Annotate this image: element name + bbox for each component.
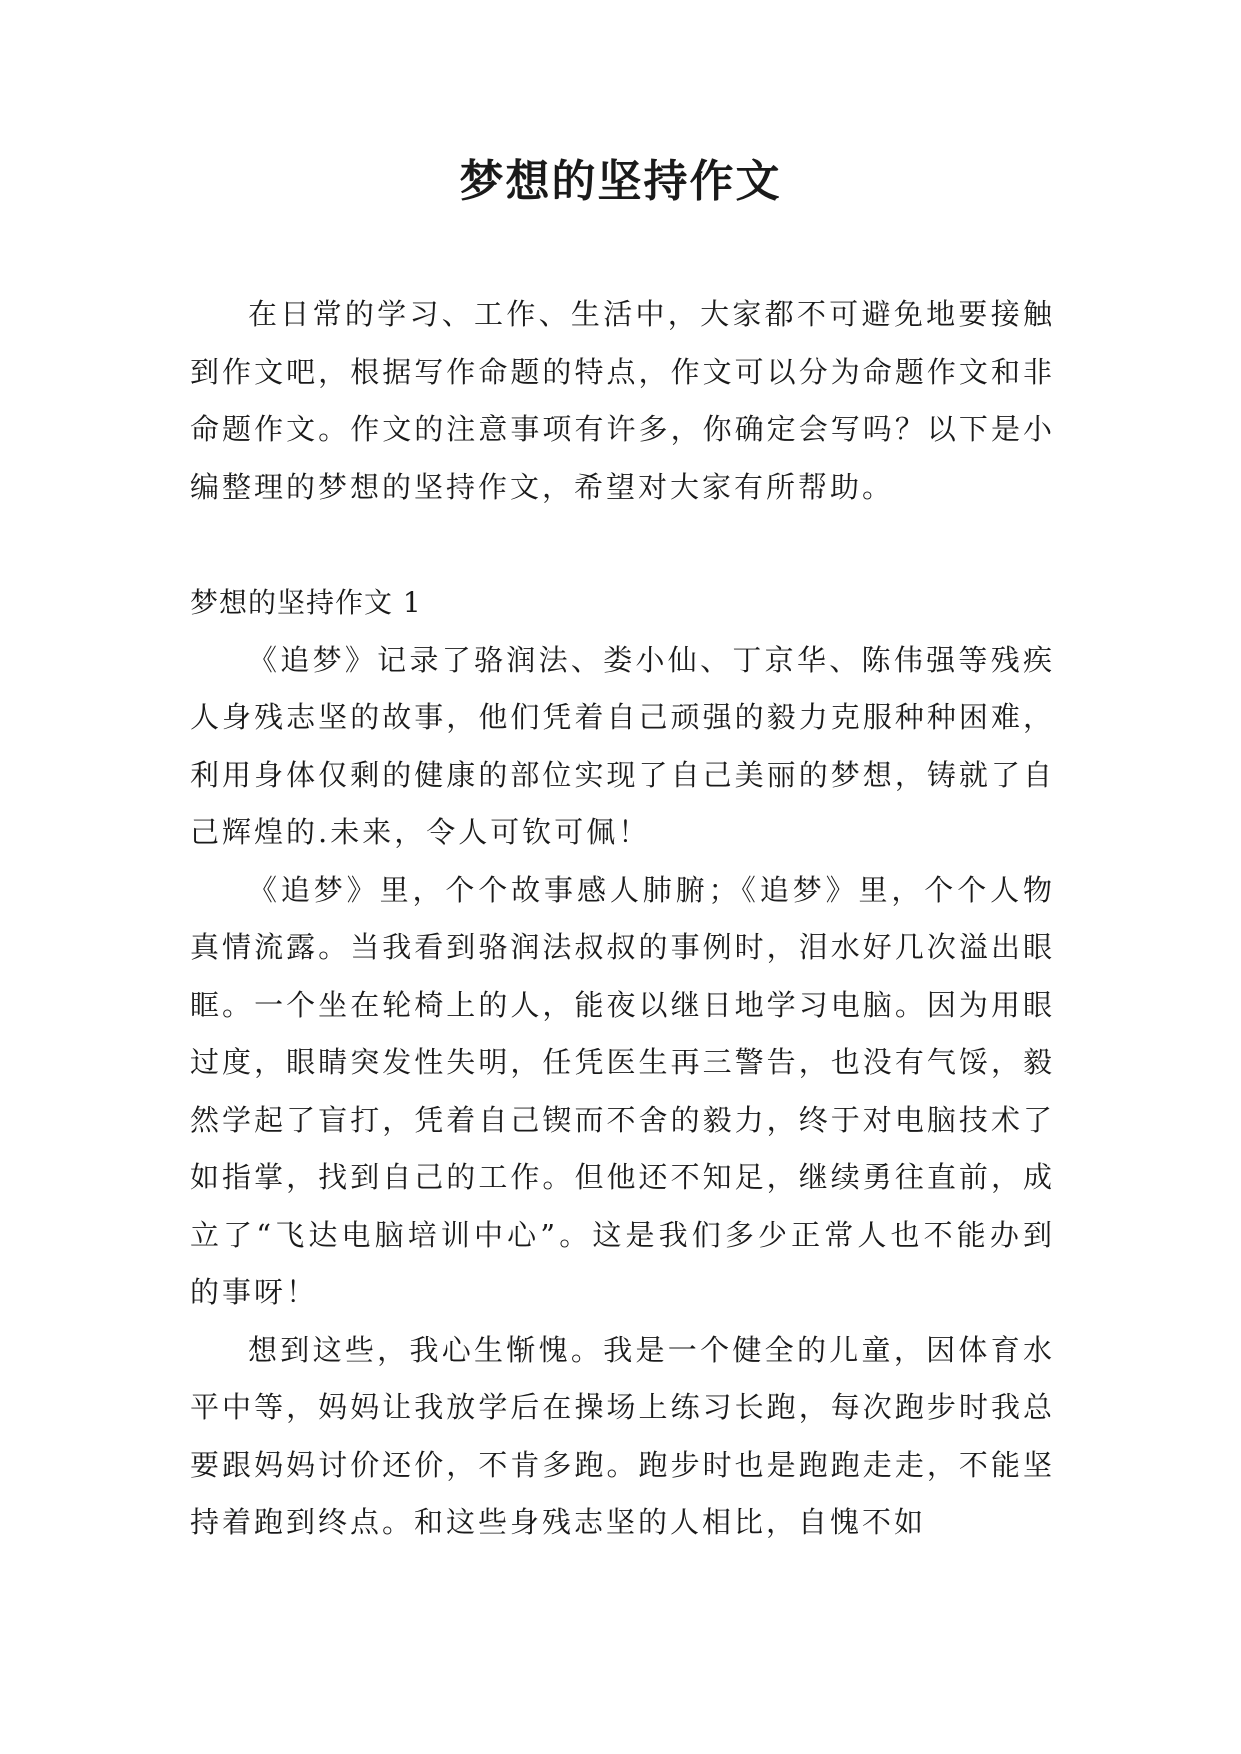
intro-paragraph: 在日常的学习、工作、生活中，大家都不可避免地要接触到作文吧，根据写作命题的特点，作文可以分为命题作文和非命题作文。作文的注意事项有许多，你确定会写吗？以下是小编整理的梦想的坚持作文，希望对大家有所帮助。 [190, 297, 1055, 504]
essay-paragraph: 《追梦》记录了骆润法、娄小仙、丁京华、陈伟强等残疾人身残志坚的故事，他们凭着自己顽强的毅力克服种种困难，利用身体仅剩的健康的部位实现了自己美丽的梦想，铸就了自己辉煌的.未来，令人可钦可佩！ [190, 642, 1055, 849]
essay-paragraph: 想到这些，我心生惭愧。我是一个健全的儿童，因体育水平中等，妈妈让我放学后在操场上练习长跑，每次跑步时我总要跟妈妈讨价还价，不肯多跑。跑步时也是跑跑走走，不能坚持着跑到终点。和这些身残志坚的人相比，自愧不如 [190, 1332, 1055, 1539]
essay-heading: 梦想的坚持作文 1 [190, 586, 422, 619]
document-title: 梦想的坚持作文 [459, 156, 782, 207]
essay-paragraph: 《追梦》里，个个故事感人肺腑；《追梦》里，个个人物真情流露。当我看到骆润法叔叔的事例时，泪水好几次溢出眼眶。一个坐在轮椅上的人，能夜以继日地学习电脑。因为用眼过度，眼睛突发性失明，任凭医生再三警告，也没有气馁，毅然学起了盲打，凭着自己锲而不舍的毅力，终于对电脑技术了如指掌，找到自己的工作。但他还不知足，继续勇往直前，成立了“飞达电脑培训中心”。这是我们多少正常人也不能办到的事呀！ [190, 872, 1055, 1309]
intro-section [190, 286, 1055, 516]
essay-section [190, 574, 1055, 1552]
